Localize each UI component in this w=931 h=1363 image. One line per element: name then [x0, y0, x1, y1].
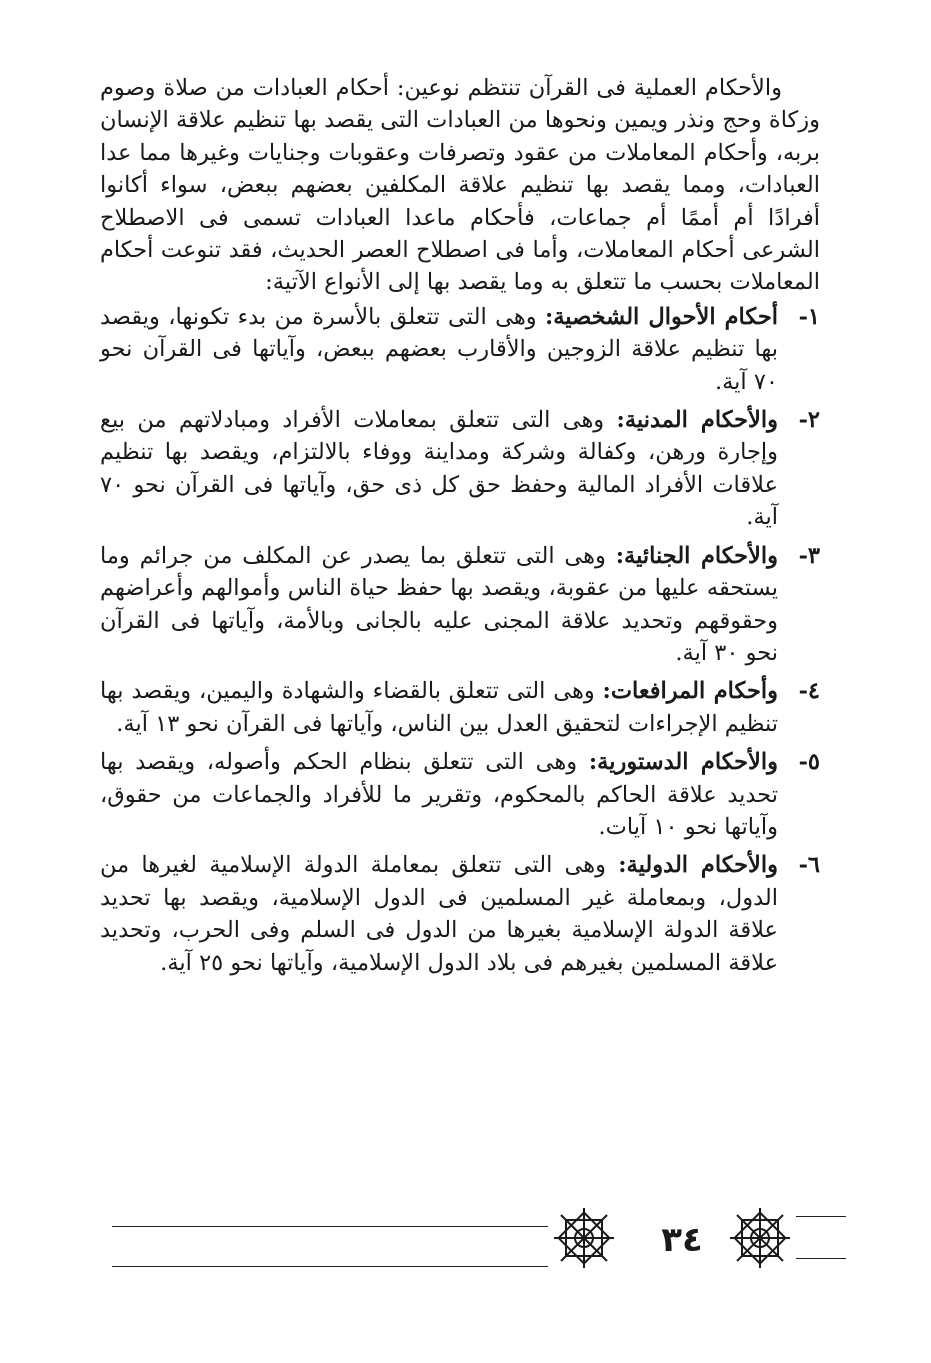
item-number: ٤-	[798, 678, 820, 705]
item-number: ٥-	[798, 749, 820, 776]
footer-rule-left-bottom	[112, 1266, 548, 1267]
item-text: وهى التى تتعلق بمعاملات الأفراد ومبادلاتهم من بيع وإجارة ورهن، وكفالة وشركة ومداينة ووفاء بالالتزام، ويقصد بها تنظيم علاقات الأفراد المالية وحفظ حق كل ذى حق، وآياتها فى القرآن نحو ٧٠ آية.	[100, 407, 778, 531]
intro-text: والأحكام العملية فى القرآن تنتظم نوعين: أحكام العبادات من صلاة وصوم وزكاة وحج ونذر ويمين ونحوها من العبادات التى يقصد بها تنظيم علاقة الإنسان بربه، وأحكام المعاملات من عقود وتصرفات وعقوبات وجنايات وغيرها مما عدا العبادات، ومما يقصد بها تنظيم علاقة المكلفين بعضهم ببعض، سواء أكانوا أفرادًا أم أممًا أم جماعات، فأحكام ماعدا العبادات تسمى فى الاصطلاح الشرعى أحكام المعاملات، وأما فى اصطلاح العصر الحديث، فقد تنوعت أحكام المعاملات بحسب ما تتعلق به وما يقصد بها إلى الأنواع الآتية:	[100, 75, 820, 296]
item-title: والأحكام الدولية:	[618, 852, 779, 879]
star-ornament-icon	[552, 1206, 616, 1270]
footer-rule-left-top	[112, 1226, 548, 1227]
item-text: وهى التى تتعلق بمعاملة الدولة الإسلامية لغيرها من الدول، وبمعاملة غير المسلمين فى الدول الإسلامية، ويقصد بها تحديد علاقة الدولة الإسلامية بغيرها من الدول فى السلم وفى الحرب، وتحديد علاقة المسلمين بغيرهم فى بلاد الدول الإسلامية، وآياتها نحو ٢٥ آية.	[100, 852, 778, 976]
rulings-list	[100, 301, 820, 979]
list-item	[100, 301, 820, 398]
footer-rule-right-top	[796, 1216, 846, 1217]
star-ornament-icon	[728, 1206, 792, 1270]
item-number: ١-	[798, 303, 820, 330]
intro-paragraph	[100, 72, 820, 299]
list-item	[100, 675, 820, 740]
page-body	[100, 72, 820, 985]
page-footer	[100, 1200, 860, 1280]
item-number: ٣-	[798, 542, 820, 569]
page-number: ٣٤	[661, 1220, 703, 1260]
item-text: وهى التى تتعلق بالأسرة من بدء تكونها، ويقصد بها تنظيم علاقة الزوجين والأقارب بعضهم ببعض، وآياتها فى القرآن نحو ٧٠ آية.	[100, 303, 778, 395]
footer-rule-right-bottom	[796, 1258, 846, 1259]
list-item	[100, 404, 820, 534]
item-title: والأحكام المدنية:	[616, 407, 779, 434]
list-item	[100, 849, 820, 979]
item-title: وأحكام المرافعات:	[602, 678, 778, 705]
item-number: ٦-	[798, 852, 820, 879]
item-text: وهى التى تتعلق بالقضاء والشهادة واليمين، ويقصد بها تنظيم الإجراءات لتحقيق العدل بين الناس، وآياتها فى القرآن نحو ١٣ آية.	[100, 678, 778, 737]
item-number: ٢-	[798, 407, 820, 434]
item-title: والأحكام الدستورية:	[588, 749, 778, 776]
list-item	[100, 540, 820, 670]
item-title: أحكام الأحوال الشخصية:	[544, 303, 778, 330]
item-text: وهى التى تتعلق بما يصدر عن المكلف من جرائم وما يستحقه عليها من عقوبة، ويقصد بها حفظ حياة الناس وأموالهم وأعراضهم وحقوقهم وتحديد علاقة المجنى عليه بالجانى وبالأمة، وآياتها فى القرآن نحو ٣٠ آية.	[100, 542, 778, 666]
item-title: والأحكام الجنائية:	[615, 542, 779, 569]
list-item	[100, 746, 820, 843]
item-text: وهى التى تتعلق بنظام الحكم وأصوله، ويقصد بها تحديد علاقة الحاكم بالمحكوم، وتقرير ما للأفراد والجماعات من حقوق، وآياتها نحو ١٠ آيات.	[100, 749, 778, 840]
